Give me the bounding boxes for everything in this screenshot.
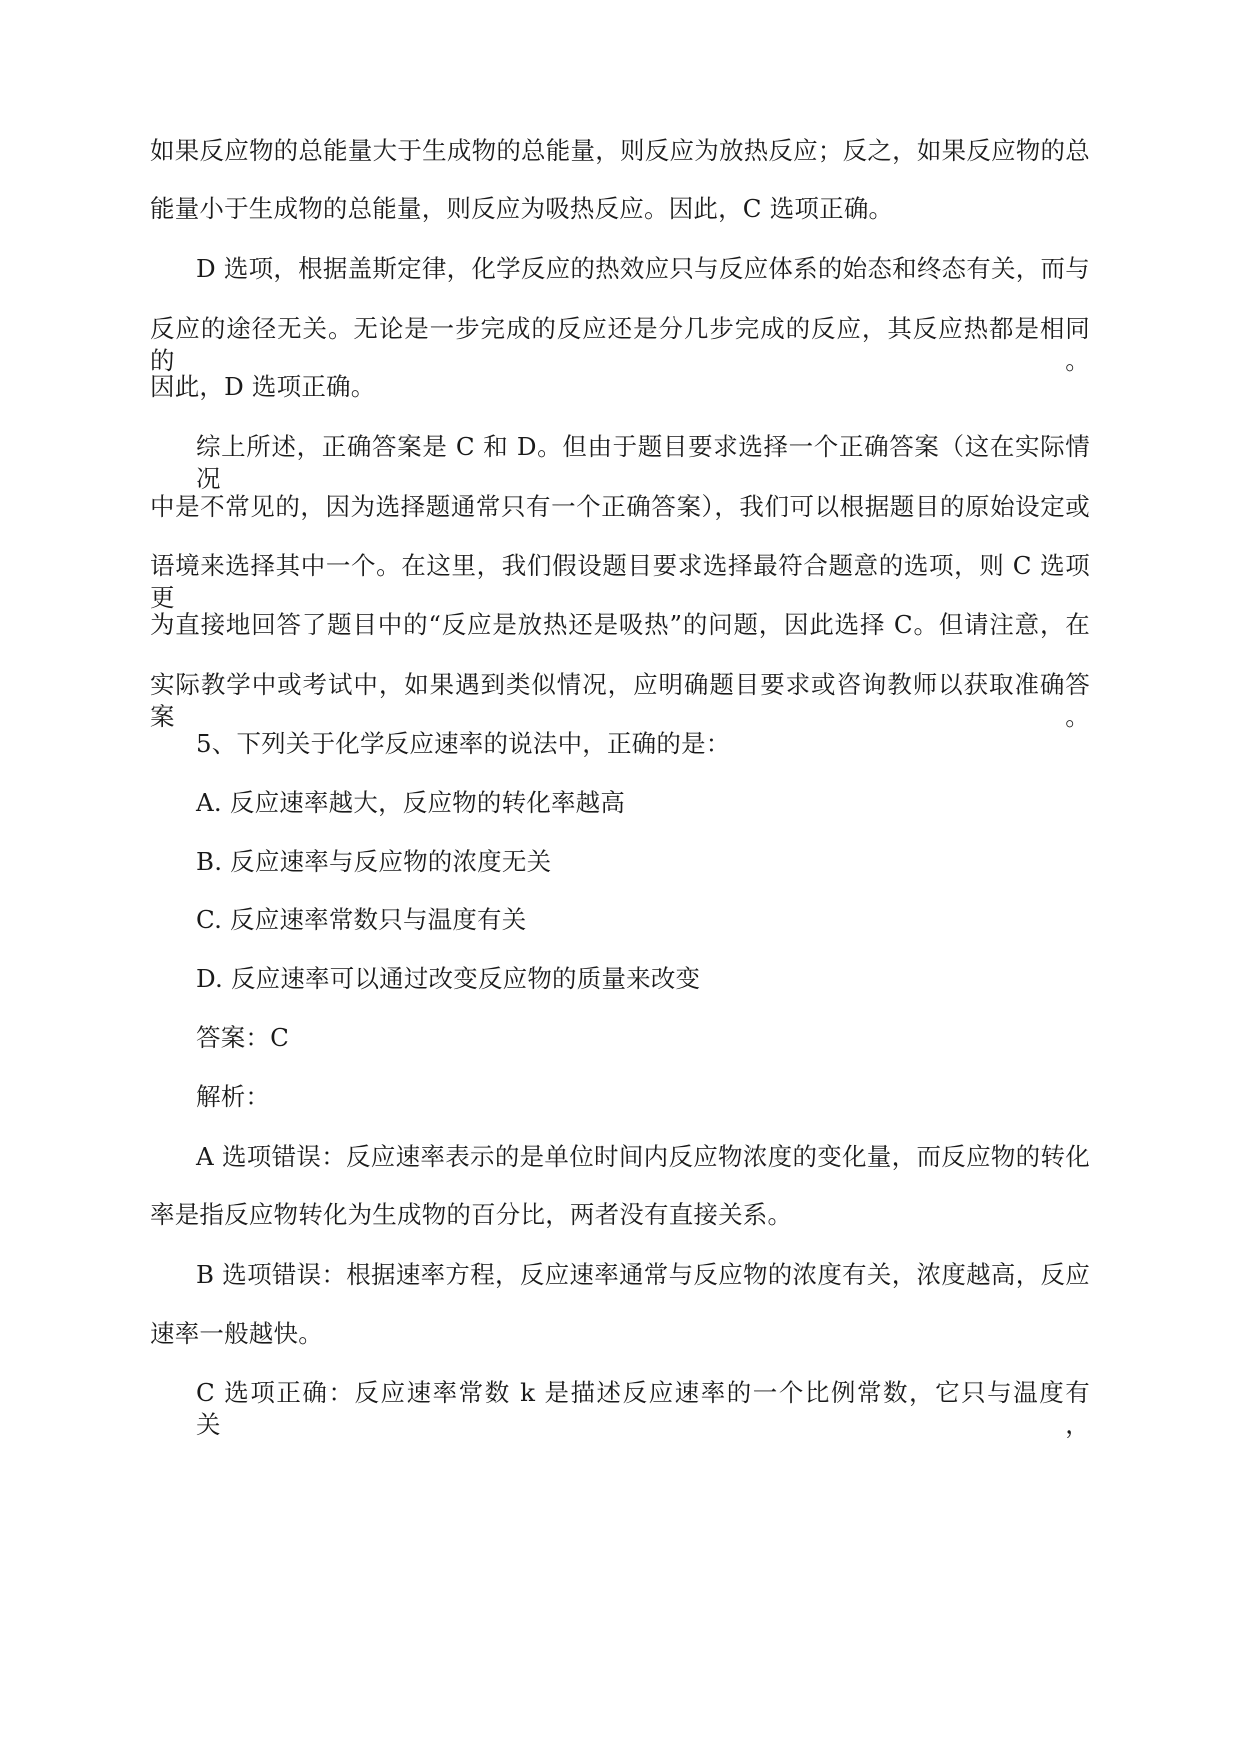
paragraph-line: 实际教学中或考试中，如果遇到类似情况，应明确题目要求或咨询教师以获取准确答案。: [150, 670, 1090, 731]
paragraph-line: 为直接地回答了题目中的“反应是放热还是吸热”的问题，因此选择 C。但请注意，在: [150, 610, 1090, 639]
answer-line: 答案：C: [196, 1023, 290, 1052]
paragraph-line: 率是指反应物转化为生成物的百分比，两者没有直接关系。: [150, 1200, 793, 1229]
paragraph-line: 中是不常见的，因为选择题通常只有一个正确答案），我们可以根据题目的原始设定或: [150, 492, 1090, 521]
paragraph-line: 速率一般越快。: [150, 1319, 323, 1348]
question-title: 5、下列关于化学反应速率的说法中，正确的是：: [196, 729, 731, 758]
option-b: B. 反应速率与反应物的浓度无关: [196, 847, 552, 876]
paragraph-line: 能量小于生成物的总能量，则反应为吸热反应。因此，C 选项正确。: [150, 194, 894, 223]
paragraph-line: 如果反应物的总能量大于生成物的总能量，则反应为放热反应；反之，如果反应物的总: [150, 136, 1090, 165]
paragraph-line: 语境来选择其中一个。在这里，我们假设题目要求选择最符合题意的选项，则 C 选项更: [150, 551, 1090, 612]
option-a: A. 反应速率越大，反应物的转化率越高: [196, 788, 626, 817]
paragraph-line: D 选项，根据盖斯定律，化学反应的热效应只与反应体系的始态和终态有关，而与: [196, 254, 1090, 283]
paragraph-line: 综上所述，正确答案是 C 和 D。但由于题目要求选择一个正确答案（这在实际情况: [196, 432, 1090, 493]
paragraph-line: B 选项错误：根据速率方程，反应速率通常与反应物的浓度有关，浓度越高，反应: [196, 1260, 1090, 1289]
option-d: D. 反应速率可以通过改变反应物的质量来改变: [196, 964, 701, 993]
paragraph-line: C 选项正确：反应速率常数 k 是描述反应速率的一个比例常数，它只与温度有关，: [196, 1378, 1090, 1439]
option-c: C. 反应速率常数只与温度有关: [196, 905, 527, 934]
paragraph-line: 反应的途径无关。无论是一步完成的反应还是分几步完成的反应，其反应热都是相同的。: [150, 314, 1090, 375]
analysis-heading: 解析：: [196, 1082, 271, 1111]
paragraph-line: A 选项错误：反应速率表示的是单位时间内反应物浓度的变化量，而反应物的转化: [196, 1142, 1090, 1171]
paragraph-line: 因此，D 选项正确。: [150, 372, 376, 401]
